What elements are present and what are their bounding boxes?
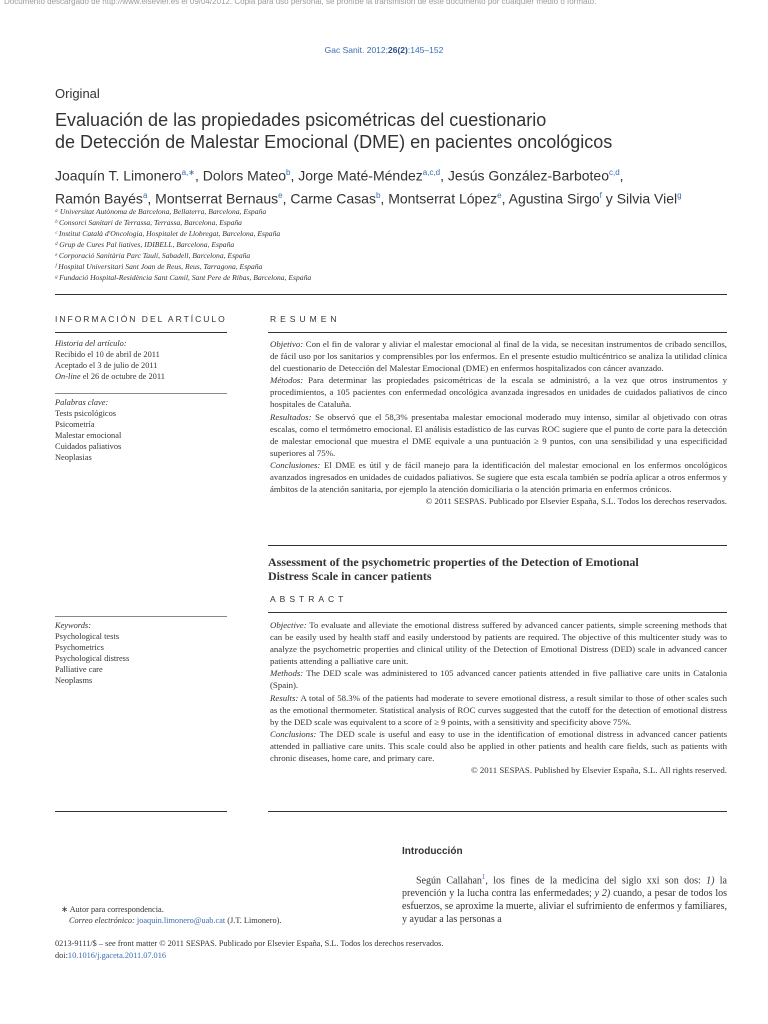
article-title [55, 109, 715, 153]
section-label: Conclusions: [270, 728, 317, 739]
journal-reference[interactable] [0, 45, 768, 55]
resumen-heading: RESUMEN [270, 314, 341, 324]
keyword: Neoplasms [55, 676, 93, 685]
abstract-methods [270, 667, 727, 691]
section-text: Para determinar las propiedades psicométricas de la escala se administró, a la vez que otros instrumentos y procedimientos, a 105 pacientes con enfermedad oncológica avanzada ingresados en unidades de cuidados paliativos de cinco hospitales de Cataluña. [270, 375, 728, 410]
resumen-body [270, 338, 727, 507]
divider [268, 332, 727, 333]
info-heading: INFORMACIÓN DEL ARTÍCULO [55, 314, 227, 324]
divider [268, 811, 727, 812]
journal-volume: 26 [388, 45, 398, 55]
author-separator: , [147, 190, 156, 207]
resumen-objetivo [270, 338, 727, 374]
author-affiliation-marker[interactable]: f [599, 190, 602, 200]
download-notice: Documento descargado de http://www.elsevier.es el 09/04/2012. Copia para uso personal, se prohíbe la transmisión de este documento por cualquier medio o formato. [4, 0, 597, 6]
email-label: Correo electrónico: [69, 916, 135, 925]
history-label: Historia del artículo: [55, 339, 127, 348]
divider [55, 294, 727, 295]
resumen-copyright: © 2011 SESPAS. Publicado por Elsevier España, S.L. Todos los derechos reservados. [425, 496, 727, 507]
section-text: To evaluate and alleviate the emotional distress suffered by advanced cancer patients, simple screening methods that can be easily used by health staff and easily understood by patients are required. The objective of this multicenter study was to analyze the psychometric properties and clinical utility of the Detection of Emotional Distress (DED) scale in advanced cancer patients attending a palliative care unit. [270, 620, 727, 667]
footnote-line [55, 904, 355, 915]
accepted-date: Aceptado el 3 de julio de 2011 [55, 361, 158, 370]
keyword: Psychometrics [55, 643, 104, 652]
author-affiliation-marker[interactable]: a,∗ [181, 168, 195, 177]
author-name: Jorge Maté-Méndez [298, 167, 423, 184]
section-label: Results: [270, 692, 299, 703]
section-label: Métodos: [270, 375, 304, 386]
author-separator: , [194, 167, 203, 184]
email-link[interactable]: joaquin.limonero@uab.cat [136, 916, 226, 925]
affiliation: ᵍ Fundació Hospital-Residència Sant Camil, Sant Pere de Ribas, Barcelona, España [55, 273, 312, 282]
author-name: Montserrat López [388, 190, 498, 207]
author-separator: , [440, 167, 448, 184]
article-type: Original [55, 86, 100, 101]
section-label: Objective: [270, 620, 307, 630]
keywords-es [55, 397, 227, 463]
online-label: On-line [55, 372, 81, 381]
author-affiliation-marker[interactable]: b [375, 190, 381, 200]
affiliation: ᶜ Institut Català d'Oncologia, Hospitalet de Llobregat, Barcelona, España [55, 229, 281, 238]
issn-line: 0213-9111/$ – see front matter © 2011 SESPAS. Publicado por Elsevier España, S.L. Todos los derechos reservados. [55, 939, 444, 948]
keyword: Malestar emocional [55, 431, 122, 440]
section-text: A total of 58.3% of the patients had moderate to severe emotional distress, a result similar to those of other scales such as the emotional thermometer. Statistical analysis of ROC curves suggested that the cutoff for the detection of emotional distress by the DED scale was equivalent to a score of ≥ 9 points, with a sensitivity and specificity above 75%. [270, 692, 728, 727]
keywords-en [55, 620, 227, 686]
author-separator: , [619, 167, 624, 184]
section-text: El DME es útil y de fácil manejo para la identificación del malestar emocional en los enfermos oncológicos avanzados ingresados en unidades de cuidados paliativos. Se sugiere que esta escala también se podría aplicar a otros enfermos y ámbitos de la atención sanitaria, por ejemplo la atención domiciliaria o la atención primaria en enfermos crónicos. [270, 459, 727, 495]
online-date [55, 371, 227, 382]
author-affiliation-marker[interactable]: b [286, 168, 291, 177]
introduction-heading: Introducción [402, 846, 463, 857]
divider [268, 612, 727, 613]
resumen-metodos [270, 374, 727, 410]
affiliations [55, 206, 735, 283]
author-name: Jesús González-Barboteo [447, 167, 609, 184]
introduction-body [402, 871, 727, 926]
author-affiliation-marker[interactable]: c,d [609, 168, 620, 177]
author-name: Carme Casas [290, 190, 376, 207]
abstract-results [270, 692, 727, 728]
abstract-copyright: © 2011 SESPAS. Published by Elsevier España, S.L. All rights reserved. [470, 765, 727, 776]
keyword: Psicometría [55, 420, 95, 429]
affiliation: ᵈ Grup de Cures Pal liatives, IDIBELL, Barcelona, España [55, 240, 235, 249]
introduction-paragraph [402, 871, 727, 926]
section-text: Con el fin de valorar y aliviar el malestar emocional al final de la vida, se necesitan instrumentos de cribado sencillos, de fácil uso por los sanitarios y comprensibles por los enfermos. En el presente estudio multicéntrico se analiza la utilidad clínica del cuestionario de Detección del Malestar Emocional (DME) en enfermos hospitalizados con cáncer avanzado. [270, 339, 727, 374]
divider [55, 332, 227, 333]
author-separator: y [601, 190, 617, 207]
intro-text: la prevención y la lucha contra las enfermedades; [402, 875, 727, 900]
author-name: Dolors Mateo [202, 167, 287, 184]
doi-link[interactable]: 10.1016/j.gaceta.2011.07.016 [67, 951, 167, 960]
section-label: Resultados: [270, 411, 312, 422]
resumen-conclusiones [270, 459, 727, 495]
section-label: Conclusiones: [270, 459, 321, 470]
section-label: Objetivo: [270, 339, 304, 349]
footnote-email-line [55, 915, 355, 926]
keyword: Palliative care [55, 665, 103, 674]
footnote-text: Autor para correspondencia. [67, 905, 164, 914]
section-text: The DED scale was administered to 105 advanced cancer patients attended in five palliative care units in Catalonia (Spain). [270, 668, 727, 691]
section-text: Se observó que el 58,3% presentaba malestar emocional moderado muy intenso, similar al objetivado con otras escalas, como el termómetro emocional. El análisis estadístico de las curvas ROC sugiere que el punto de corte para la detección de malestar emocional que muestra el DME equivale a una puntuación ≥ 9 puntos, con una sensibilidad y una especificidad superiores al 75%. [270, 411, 727, 458]
abstract-heading: ABSTRACT [270, 594, 348, 604]
english-title-line: Assessment of the psychometric properties of the Detection of Emotional [268, 555, 639, 569]
keyword: Tests psicológicos [55, 409, 117, 418]
abstract-objective [270, 619, 727, 667]
bottom-info [55, 938, 735, 962]
resumen-resultados [270, 411, 727, 459]
affiliation: ᵇ Consorci Sanitari de Terrassa, Terrassa, Barcelona, España [55, 218, 242, 227]
author-separator: , [501, 190, 509, 207]
journal-pages: :145–152 [407, 45, 444, 55]
received-date: Recibido el 10 de abril de 2011 [55, 350, 160, 359]
author-separator: , [282, 190, 291, 207]
author-separator: , [380, 190, 389, 207]
author-affiliation-marker[interactable]: g [677, 190, 682, 200]
title-line: de Detección de Malestar Emocional (DME) en pacientes oncológicos [55, 132, 613, 152]
author-separator: , [290, 167, 299, 184]
article-history [55, 338, 227, 382]
correspondence-footnote [55, 904, 355, 926]
email-suffix: (J.T. Limonero). [225, 916, 282, 925]
doi-line [55, 950, 735, 962]
author-affiliation-marker[interactable]: e [497, 190, 502, 200]
intro-text: cuando, a pesar de todos los esfuerzos, se aproxime la muerte, aliviar el sufrimiento de enfermos y familiares, y ayudar a las personas a [402, 888, 727, 926]
keyword: Psychological distress [55, 654, 130, 663]
journal-issue: (2) [397, 45, 408, 55]
affiliation: ᵃ Universitat Autònoma de Barcelona, Bellaterra, Barcelona, España [55, 207, 267, 216]
author-name: Montserrat Bernaus [155, 190, 279, 207]
english-title [268, 555, 728, 583]
affiliation: ᶠ Hospital Universitari Sant Joan de Reus, Reus, Tarragona, España [55, 262, 263, 271]
keyword: Psychological tests [55, 632, 119, 641]
footnote-marker: ∗ [61, 905, 68, 914]
author-name: Silvia Viel [616, 190, 678, 207]
intro-text: , los fines de la medicina del siglo xxi son dos: [485, 875, 707, 887]
divider [55, 393, 227, 394]
list-number: y 2) [594, 888, 611, 900]
author-affiliation-marker[interactable]: a [142, 190, 148, 200]
author-affiliation-marker[interactable]: e [278, 190, 283, 200]
divider [268, 545, 727, 546]
author-affiliation-marker[interactable]: a,c,d [422, 168, 441, 177]
abstract-conclusions [270, 728, 727, 764]
keywords-en-label: Keywords: [55, 621, 91, 630]
author-name: Joaquín T. Limonero [55, 167, 182, 184]
journal-prefix: Gac Sanit. 2012; [324, 45, 388, 55]
keyword: Cuidados paliativos [55, 442, 122, 451]
english-title-line: Distress Scale in cancer patients [268, 569, 432, 583]
intro-text: Según Callahan [416, 875, 482, 887]
author-name: Agustina Sirgo [508, 190, 600, 207]
keywords-label: Palabras clave: [55, 398, 109, 407]
keyword: Neoplasias [55, 453, 92, 462]
divider [55, 811, 227, 812]
reference-link[interactable]: 1 [481, 873, 486, 881]
author-list [55, 163, 735, 208]
affiliation: ᵉ Corporació Sanitària Parc Taulí, Sabadell, Barcelona, España [55, 251, 251, 260]
list-number: 1) [706, 875, 715, 887]
online-rest: el 26 de octubre de 2011 [80, 372, 165, 381]
section-label: Methods: [270, 668, 304, 679]
section-text: The DED scale is useful and easy to use in the identification of emotional distress in advanced cancer patients attended in palliative care units. This scale could also be applied in other patients and health care fields, such as patients with chronic diseases, home care, and primary care. [270, 728, 727, 764]
doi-label: doi: [55, 951, 68, 960]
divider [55, 616, 227, 617]
author-name: Ramón Bayés [55, 190, 143, 207]
title-line: Evaluación de las propiedades psicométricas del cuestionario [55, 110, 547, 130]
abstract-body [270, 619, 727, 776]
